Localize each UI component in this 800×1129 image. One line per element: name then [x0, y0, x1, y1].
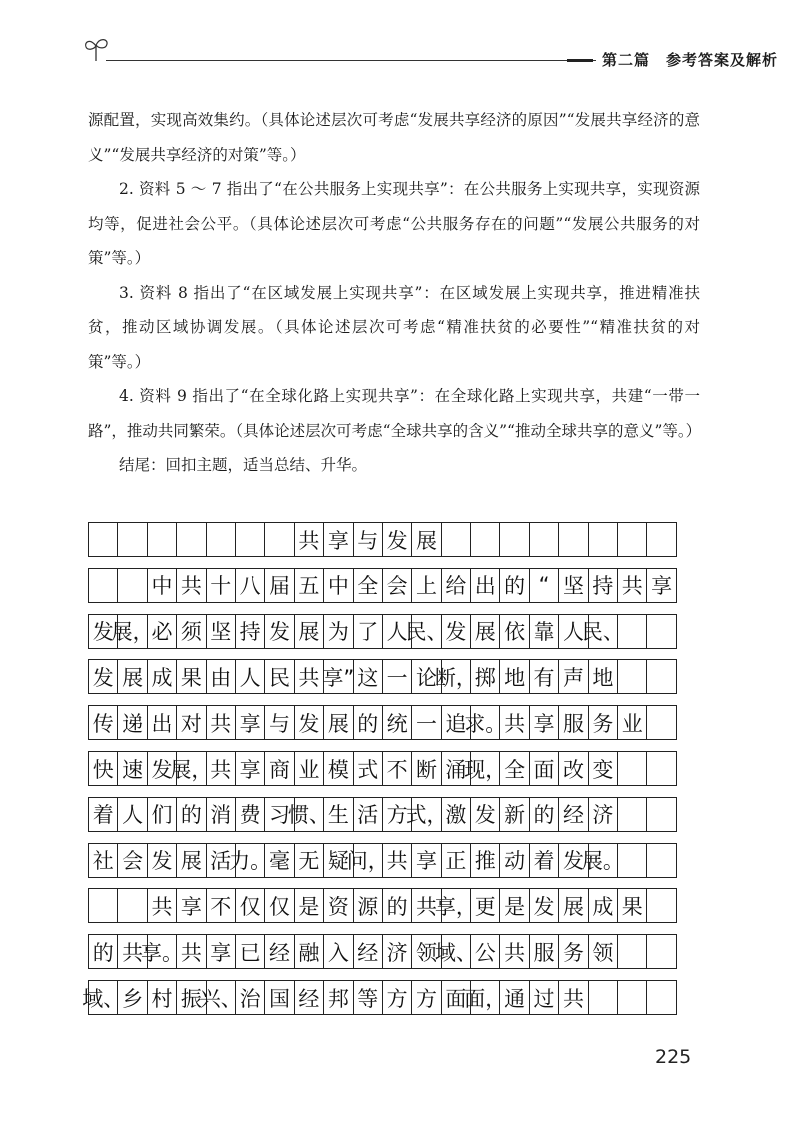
grid-cell: 发 — [89, 615, 118, 648]
grid-cell: 疑 — [324, 844, 353, 877]
grid-cell: 的 — [89, 935, 118, 968]
grid-cell — [618, 935, 647, 968]
grid-cell: 十 — [207, 569, 236, 602]
grid-cell: 享 — [647, 569, 676, 602]
grid-cell: 展 — [295, 615, 324, 648]
grid-cell — [618, 523, 647, 556]
grid-cell — [471, 523, 500, 556]
grid-cell: 中 — [148, 569, 177, 602]
grid-cell: 递 — [118, 706, 147, 739]
grid-cell: 民、 — [412, 615, 441, 648]
grid-cell: 过 — [530, 981, 559, 1014]
grid-cell: 村 — [148, 981, 177, 1014]
grid-cell: 共 — [618, 569, 647, 602]
grid-cell: 展 — [118, 660, 147, 693]
grid-cell: 国 — [265, 981, 294, 1014]
grid-cell: 领 — [412, 935, 441, 968]
grid-cell: 享 — [530, 706, 559, 739]
grid-cell: 断， — [442, 660, 471, 693]
grid-cell: 动 — [500, 844, 529, 877]
grid-cell: 务 — [589, 706, 618, 739]
grid-cell — [647, 844, 676, 877]
grid-cell: 求。 — [471, 706, 500, 739]
grid-cell: 毫 — [265, 844, 294, 877]
paragraph-3: 3. 资料 8 指出了“在区域发展上实现共享”：在区域发展上实现共享，推进精准扶贫，推动区域协调发展。（具体论述层次可考虑“精准扶贫的必要性”“精准扶贫的对策”等。） — [88, 283, 700, 371]
grid-cell: 服 — [559, 706, 588, 739]
grid-cell: 活 — [207, 844, 236, 877]
grid-cell: 振 — [177, 981, 206, 1014]
grid-cell: 是 — [500, 889, 529, 922]
grid-cell: 与 — [354, 523, 383, 556]
grid-cell: 生 — [324, 798, 353, 831]
grid-cell: 济 — [383, 935, 412, 968]
grid-cell: 改 — [559, 752, 588, 785]
grid-cell: 民 — [265, 660, 294, 693]
grid-cell: 持 — [236, 615, 265, 648]
grid-cell: 坚 — [207, 615, 236, 648]
grid-cell: 务 — [559, 935, 588, 968]
page-number: 225 — [655, 1046, 692, 1068]
grid-cell: 共 — [383, 844, 412, 877]
grid-cell: 发 — [265, 615, 294, 648]
grid-cell: 出 — [471, 569, 500, 602]
grid-cell — [589, 523, 618, 556]
header-dash — [567, 59, 593, 62]
grid-cell: 更 — [471, 889, 500, 922]
grid-cell: 地 — [500, 660, 529, 693]
grid-cell: 给 — [442, 569, 471, 602]
grid-cell: 全 — [354, 569, 383, 602]
grid-cell: 式， — [412, 798, 441, 831]
grid-cell: 力。 — [236, 844, 265, 877]
grid-cell: 共 — [207, 752, 236, 785]
grid-cell: 习 — [265, 798, 294, 831]
sprout-icon — [82, 36, 112, 62]
grid-cell: 追 — [442, 706, 471, 739]
grid-cell: 推 — [471, 844, 500, 877]
grid-cell: 仅 — [236, 889, 265, 922]
grid-cell: 等 — [354, 981, 383, 1014]
grid-cell: 着 — [530, 844, 559, 877]
grid-cell: 出 — [148, 706, 177, 739]
page-header — [82, 36, 779, 76]
grid-cell — [647, 523, 676, 556]
paragraph-4: 4. 资料 9 指出了“在全球化路上实现共享”：在全球化路上实现共享，共建“一带一路”，推动共同繁荣。（具体论述层次可考虑“全球共享的含义”“推动全球共享的意义”等。） — [88, 387, 702, 440]
grid-row — [88, 659, 677, 694]
grid-cell: 经 — [295, 981, 324, 1014]
grid-cell: 的 — [530, 798, 559, 831]
grid-cell: 享。 — [148, 935, 177, 968]
grid-cell: 发 — [442, 615, 471, 648]
grid-cell: 享 — [236, 752, 265, 785]
grid-cell: 与 — [265, 706, 294, 739]
grid-cell: 坚 — [559, 569, 588, 602]
grid-row — [82, 980, 677, 1015]
grid-cell: 享 — [412, 844, 441, 877]
grid-cell: 无 — [295, 844, 324, 877]
grid-cell: 这 — [354, 660, 383, 693]
grid-cell: 一 — [383, 660, 412, 693]
grid-cell — [589, 981, 618, 1014]
grid-cell: 展 — [177, 844, 206, 877]
grid-cell: 共 — [177, 569, 206, 602]
grid-cell — [118, 569, 147, 602]
grid-cell: 对 — [177, 706, 206, 739]
grid-cell — [647, 935, 676, 968]
grid-cell: 面 — [530, 752, 559, 785]
grid-cell — [647, 889, 676, 922]
grid-cell: 人 — [118, 798, 147, 831]
grid-cell: 域、 — [442, 935, 471, 968]
grid-cell: 领 — [589, 935, 618, 968]
grid-cell: 快 — [89, 752, 118, 785]
grid-cell: 发 — [89, 660, 118, 693]
grid-cell: 是 — [295, 889, 324, 922]
grid-cell: 成 — [589, 889, 618, 922]
grid-cell: 地 — [589, 660, 618, 693]
grid-cell: 共 — [177, 935, 206, 968]
grid-cell: 会 — [118, 844, 147, 877]
grid-cell: 们 — [148, 798, 177, 831]
grid-cell: 发 — [471, 798, 500, 831]
grid-cell: 一 — [412, 706, 441, 739]
grid-cell: 新 — [500, 798, 529, 831]
grid-cell: 声 — [559, 660, 588, 693]
grid-cell: 济 — [589, 798, 618, 831]
grid-cell: 现， — [471, 752, 500, 785]
paragraph-1: 源配置，实现高效集约。（具体论述层次可考虑“发展共享经济的原因”“发展共享经济的意义”“发展共享经济的对策”等。） — [88, 111, 700, 164]
grid-row — [88, 614, 677, 649]
grid-cell: 会 — [383, 569, 412, 602]
grid-cell: 发 — [148, 752, 177, 785]
grid-cell: 成 — [148, 660, 177, 693]
grid-cell — [618, 752, 647, 785]
grid-cell: 享 — [207, 935, 236, 968]
grid-cell: 的 — [383, 889, 412, 922]
grid-cell — [89, 569, 118, 602]
grid-cell: 了 — [354, 615, 383, 648]
grid-cell: 融 — [295, 935, 324, 968]
grid-cell — [647, 798, 676, 831]
grid-cell — [559, 523, 588, 556]
grid-cell: 面， — [471, 981, 500, 1014]
grid-cell: 靠 — [530, 615, 559, 648]
grid-cell: 发 — [148, 844, 177, 877]
grid-cell: 果 — [177, 660, 206, 693]
answer-text — [88, 103, 700, 483]
grid-cell: 资 — [324, 889, 353, 922]
grid-cell: 掷 — [471, 660, 500, 693]
grid-cell: 速 — [118, 752, 147, 785]
grid-cell: 发 — [383, 523, 412, 556]
grid-cell: 业 — [618, 706, 647, 739]
grid-cell: 持 — [589, 569, 618, 602]
grid-cell: 展， — [177, 752, 206, 785]
grid-cell: 的 — [354, 706, 383, 739]
grid-row — [88, 705, 677, 740]
grid-row — [88, 934, 677, 969]
grid-cell: 共 — [295, 523, 324, 556]
grid-row — [88, 522, 677, 557]
grid-cell: 展。 — [589, 844, 618, 877]
grid-cell: 展 — [471, 615, 500, 648]
grid-cell: 乡 — [118, 981, 147, 1014]
grid-cell: 传 — [89, 706, 118, 739]
grid-cell — [618, 615, 647, 648]
grid-cell: 共 — [412, 889, 441, 922]
grid-cell: 五 — [295, 569, 324, 602]
grid-cell — [118, 889, 147, 922]
grid-cell: 式 — [354, 752, 383, 785]
grid-cell — [118, 523, 147, 556]
grid-cell: 方 — [383, 981, 412, 1014]
grid-cell: 享 — [236, 706, 265, 739]
grid-cell: 展 — [559, 889, 588, 922]
grid-cell: 惯、 — [295, 798, 324, 831]
header-rule — [106, 60, 596, 61]
grid-cell: 变 — [589, 752, 618, 785]
grid-cell — [442, 523, 471, 556]
grid-cell: 方 — [412, 981, 441, 1014]
grid-cell: 消 — [207, 798, 236, 831]
grid-cell: 展， — [118, 615, 147, 648]
grid-cell: 激 — [442, 798, 471, 831]
grid-cell: 须 — [177, 615, 206, 648]
grid-cell: 模 — [324, 752, 353, 785]
grid-cell: 兴、 — [207, 981, 236, 1014]
grid-cell: 上 — [412, 569, 441, 602]
grid-cell: 人 — [559, 615, 588, 648]
paragraph-2: 2. 资料 5 ～ 7 指出了“在公共服务上实现共享”：在公共服务上实现共享，实现资源均等，促进社会公平。（具体论述层次可考虑“公共服务存在的问题”“发展公共服务的对策”等。） — [88, 180, 700, 267]
grid-cell — [530, 523, 559, 556]
grid-cell — [236, 523, 265, 556]
grid-cell: 不 — [383, 752, 412, 785]
grid-cell: 经 — [559, 798, 588, 831]
grid-row — [88, 888, 677, 923]
grid-cell: 入 — [324, 935, 353, 968]
grid-cell — [647, 706, 676, 739]
grid-cell: 已 — [236, 935, 265, 968]
grid-cell: 人 — [383, 615, 412, 648]
grid-cell: 共 — [207, 706, 236, 739]
grid-cell: 商 — [265, 752, 294, 785]
grid-cell: 的 — [500, 569, 529, 602]
grid-cell: 展 — [324, 706, 353, 739]
grid-cell: 共 — [500, 706, 529, 739]
grid-cell: 发 — [559, 844, 588, 877]
grid-cell — [89, 523, 118, 556]
section-title: 第二篇 参考答案及解析 — [602, 51, 779, 69]
grid-cell: 发 — [295, 706, 324, 739]
grid-cell: 的 — [177, 798, 206, 831]
grid-row — [88, 843, 677, 878]
grid-cell — [148, 523, 177, 556]
grid-cell — [647, 660, 676, 693]
grid-cell: 面 — [442, 981, 471, 1014]
grid-row — [88, 751, 677, 786]
grid-cell: 八 — [236, 569, 265, 602]
grid-cell: 共 — [118, 935, 147, 968]
grid-cell — [265, 523, 294, 556]
grid-cell: 由 — [207, 660, 236, 693]
paragraph-5: 结尾：回扣主题，适当总结、升华。 — [119, 456, 368, 474]
grid-cell: 果 — [618, 889, 647, 922]
grid-cell: 人 — [236, 660, 265, 693]
grid-cell: 为 — [324, 615, 353, 648]
grid-cell: 必 — [148, 615, 177, 648]
grid-cell: 共 — [295, 660, 324, 693]
grid-cell: 社 — [89, 844, 118, 877]
grid-cell: 依 — [500, 615, 529, 648]
grid-cell — [647, 752, 676, 785]
grid-cell: 统 — [383, 706, 412, 739]
grid-cell: “ — [530, 569, 559, 602]
grid-row — [88, 568, 677, 603]
grid-cell — [618, 844, 647, 877]
grid-cell — [647, 981, 676, 1014]
grid-cell: 论 — [412, 660, 441, 693]
grid-cell — [89, 889, 118, 922]
grid-cell: 业 — [295, 752, 324, 785]
grid-cell: 全 — [500, 752, 529, 785]
grid-cell — [207, 523, 236, 556]
grid-cell — [500, 523, 529, 556]
grid-cell — [618, 981, 647, 1014]
grid-cell: 享” — [324, 660, 353, 693]
grid-cell: 通 — [500, 981, 529, 1014]
grid-cell: 公 — [471, 935, 500, 968]
grid-cell: 治 — [236, 981, 265, 1014]
grid-cell: 享， — [442, 889, 471, 922]
grid-cell: 共 — [500, 935, 529, 968]
grid-cell: 展 — [412, 523, 441, 556]
grid-cell: 共 — [148, 889, 177, 922]
grid-cell — [647, 615, 676, 648]
grid-row — [88, 797, 677, 832]
grid-cell: 涌 — [442, 752, 471, 785]
grid-cell: 仅 — [265, 889, 294, 922]
grid-cell: 共 — [559, 981, 588, 1014]
grid-cell: 费 — [236, 798, 265, 831]
grid-cell — [618, 660, 647, 693]
grid-cell: 有 — [530, 660, 559, 693]
grid-cell: 方 — [383, 798, 412, 831]
grid-cell: 邦 — [324, 981, 353, 1014]
grid-cell: 发 — [530, 889, 559, 922]
grid-cell: 届 — [265, 569, 294, 602]
grid-cell: 享 — [177, 889, 206, 922]
grid-cell: 域、 — [89, 981, 118, 1014]
grid-cell: 源 — [354, 889, 383, 922]
grid-cell: 服 — [530, 935, 559, 968]
grid-cell: 不 — [207, 889, 236, 922]
grid-cell: 活 — [354, 798, 383, 831]
grid-cell: 享 — [324, 523, 353, 556]
grid-cell: 着 — [89, 798, 118, 831]
grid-cell — [618, 798, 647, 831]
grid-cell — [177, 523, 206, 556]
grid-cell: 问， — [354, 844, 383, 877]
grid-cell: 经 — [354, 935, 383, 968]
grid-cell: 中 — [324, 569, 353, 602]
grid-cell: 断 — [412, 752, 441, 785]
grid-cell: 民、 — [589, 615, 618, 648]
grid-cell: 正 — [442, 844, 471, 877]
grid-cell: 经 — [265, 935, 294, 968]
